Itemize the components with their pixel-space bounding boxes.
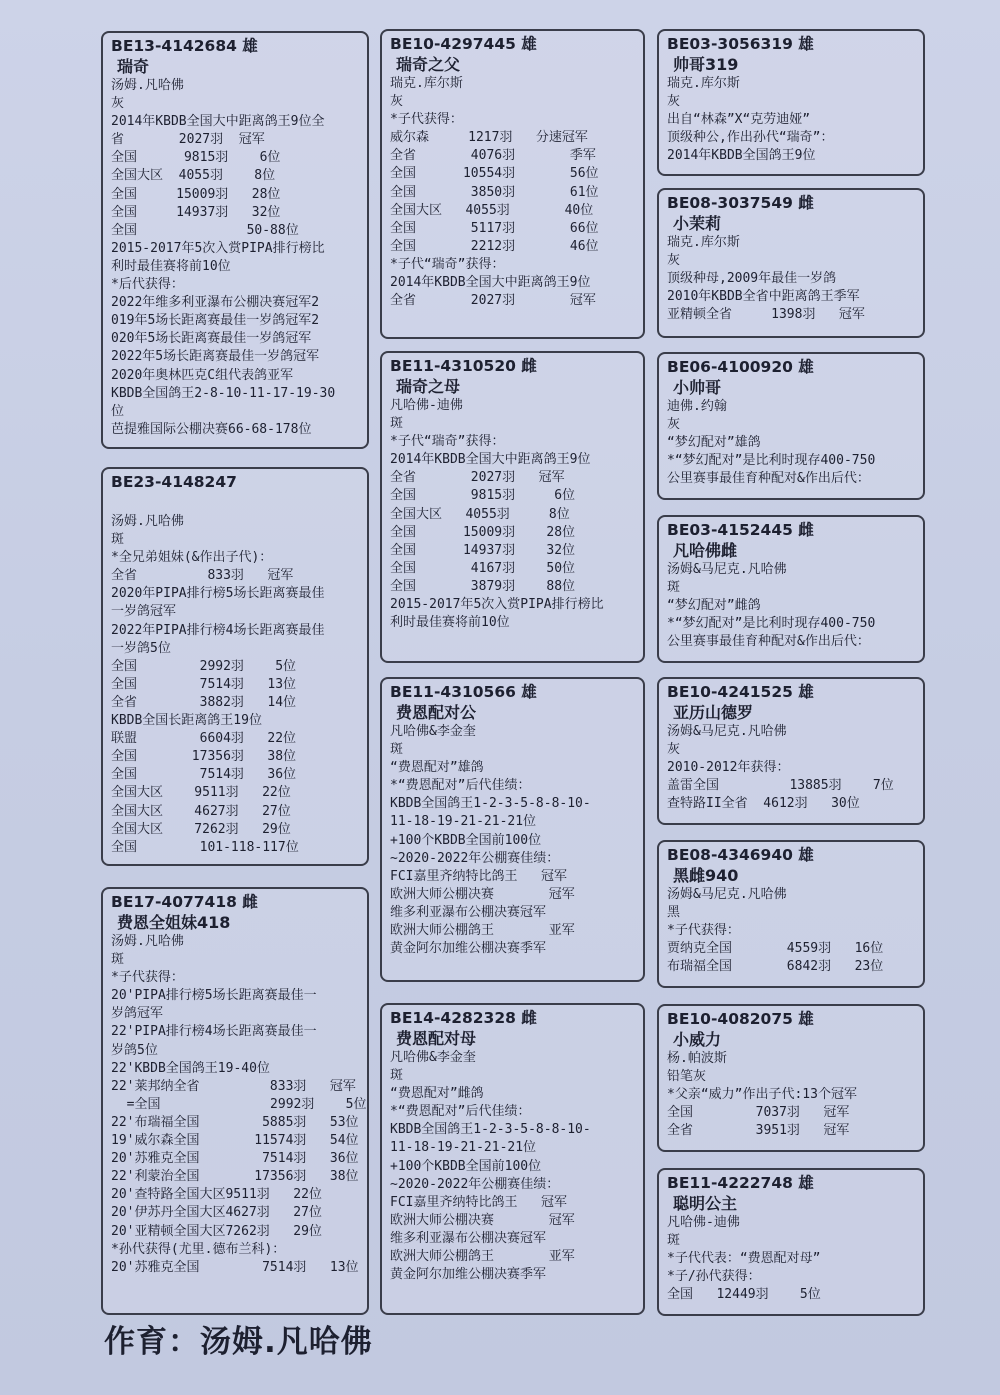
record-line: KBDB全国鸽王1-2-3-5-8-8-10- [390,796,591,812]
record-line: 斑 [390,742,404,758]
record-line: 2022年维多利亚瀑布公棚决赛冠军2 [111,295,320,311]
pedigree-card [380,1003,645,1315]
record-line: 查特路II全省 4612羽 30位 [667,796,860,812]
record-list [667,75,917,165]
record-line: 20'PIPA排行榜5场长距离赛最佳一 [111,988,317,1004]
pigeon-name: 小茉莉 [673,214,722,233]
record-line: 全国 5117羽 66位 [390,220,599,236]
record-line: 全国 2212羽 46位 [390,238,599,254]
record-line: 22'布瑞福全国 5885羽 53位 [111,1114,359,1130]
pedigree-card [657,29,925,176]
record-line: 2014年KBDB全国鸽王9位 [667,148,816,164]
record-line: *子代代表：“费恩配对母” [667,1251,821,1267]
record-list [111,77,361,439]
record-line: 亚精顿全省 1398羽 冠军 [667,307,865,323]
pigeon-name: 瑞奇 [117,57,150,76]
record-line: 全国大区 4055羽 40位 [390,202,594,218]
record-list [667,1214,917,1304]
record-line: 全国 9815羽 6位 [390,488,576,504]
ring-number: BE08-3037549 雌 [667,194,814,212]
record-line: 威尔森 1217羽 分速冠军 [390,130,588,146]
record-line: ~2020-2022年公棚赛佳绩： [390,1176,560,1192]
record-line: 全国大区 4627羽 27位 [111,803,291,819]
record-line: +100个KBDB全国前100位 [390,832,542,848]
record-line: =全国 2992羽 5位 [111,1096,367,1112]
pigeon-name: 聪明公主 [673,1194,738,1213]
record-list [111,513,361,857]
record-line: *子代“瑞奇”获得： [390,256,505,272]
record-line: 22'KBDB全国鸽王19-40位 [111,1060,270,1076]
pigeon-name: 黑雌940 [673,866,739,885]
record-line: 全国 3850羽 61位 [390,184,599,200]
record-line: KBDB全国长距离鸽王19位 [111,713,262,729]
record-list [667,561,917,651]
record-line: 2014年KBDB全国大中距离鸽王9位 [390,275,591,291]
ring-number: BE17-4077418 雌 [111,893,258,911]
pedigree-card [657,677,925,825]
record-line: 2015-2017年5次入赏PIPA排行榜比 [111,240,325,256]
record-line: 2022年5场长距离赛最佳一岁鸽冠军 [111,349,320,365]
record-line: 2015-2017年5次入赏PIPA排行榜比 [390,597,604,613]
pigeon-name: 帅哥319 [673,55,739,74]
pedigree-card [380,351,645,663]
record-line: 一岁鸽5位 [111,640,171,656]
record-line: 全国 2992羽 5位 [111,658,297,674]
record-line: 全国 7037羽 冠军 [667,1105,850,1121]
record-line: 凡哈佛-迪佛 [390,398,463,413]
record-line: 汤姆&马尼克.凡哈佛 [667,562,787,577]
record-line: 22'莱邦纳全省 833羽 冠军 [111,1078,356,1094]
record-line: 瑞克.库尔斯 [390,76,463,91]
ring-number: BE08-4346940 雄 [667,846,814,864]
record-line: *“梦幻配对”是比利时现存400-750 [667,616,876,632]
record-line: 2010年KBDB全省中距离鸽王季军 [667,289,860,305]
record-line: *全兄弟姐妹(&作出子代)： [111,550,273,566]
pigeon-name: 小威力 [673,1030,722,1049]
record-line: 全国 14937羽 32位 [390,542,576,558]
record-line: 22'利蒙治全国 17356羽 38位 [111,1169,359,1185]
record-line: 一岁鸽冠军 [111,604,177,620]
record-line: 019年5场长距离赛最佳一岁鸽冠军2 [111,313,320,329]
ring-number: BE11-4310566 雄 [390,683,537,701]
pedigree-card [657,1168,925,1316]
ring-number: BE11-4310520 雌 [390,357,537,375]
record-line: ~2020-2022年公棚赛佳绩： [390,850,560,866]
record-line: 全国 15009羽 28位 [390,524,576,540]
record-line: 全国大区 9511羽 22位 [111,785,291,801]
record-line: 全省 3882羽 14位 [111,694,297,710]
record-line: 欧洲大师公棚决赛 冠军 [390,886,575,902]
record-list [667,1050,917,1140]
record-line: 黄金阿尔加维公棚决赛季军 [390,1267,547,1283]
record-line: 斑 [667,1233,681,1249]
pigeon-name: 费恩全姐妹418 [117,913,231,932]
record-list [667,234,917,324]
record-list [390,75,637,310]
record-line: KBDB全国鸽王1-2-3-5-8-8-10- [390,1122,591,1138]
record-line: 2020年奥林匹克C组代表鸽亚军 [111,367,294,383]
pedigree-card [657,188,925,338]
ring-number: BE06-4100920 雄 [667,358,814,376]
record-line: “梦幻配对”雌鸽 [667,598,761,614]
ring-number: BE23-4148247 [111,473,237,491]
record-line: 全国大区 4055羽 8位 [390,506,570,522]
record-line: 省 2027羽 冠军 [111,132,265,148]
ring-number: BE10-4082075 雄 [667,1010,814,1028]
record-line: 22'PIPA排行榜4场长距离赛最佳一 [111,1024,317,1040]
record-line: 迪佛.约翰 [667,399,727,414]
record-line: FCI嘉里齐纳特比鸽王 冠军 [390,1194,567,1210]
breeder-credit: 作育：汤姆.凡哈佛 [104,1324,373,1360]
record-line: 2014年KBDB全国大中距离鸽王9位全 [111,114,325,130]
record-list [667,723,917,813]
record-line: 全省 2027羽 冠军 [390,293,596,309]
record-line: 欧洲大师公棚鸽王 亚军 [390,923,575,939]
record-line: 贾纳克全国 4559羽 16位 [667,941,884,957]
record-line: 2010-2012年获得： [667,760,790,776]
pedigree-card [657,352,925,500]
pedigree-card [657,515,925,663]
pedigree-card [101,887,369,1315]
record-line: 顶级种母,2009年最佳一岁鸽 [667,271,837,287]
record-line: 汤姆.凡哈佛 [111,514,184,529]
record-line: KBDB全国鸽王2-8-10-11-17-19-30 [111,385,336,401]
record-line: 黑 [667,905,681,921]
ring-number: BE11-4222748 雄 [667,1174,814,1192]
record-line: 20'苏雅克全国 7514羽 36位 [111,1151,359,1167]
ring-number: BE13-4142684 雄 [111,37,258,55]
record-line: 利时最佳赛将前10位 [390,615,510,631]
record-line: 20'查特路全国大区9511羽 22位 [111,1187,322,1203]
record-line: 公里赛事最佳育种配对&作出后代： [667,634,870,650]
record-line: 全省 833羽 冠军 [111,568,294,584]
record-line: 欧洲大师公棚决赛 冠军 [390,1212,575,1228]
record-line: 2014年KBDB全国大中距离鸽王9位 [390,452,591,468]
record-line: 汤姆&马尼克.凡哈佛 [667,724,787,739]
record-line: 灰 [390,94,404,110]
ring-number: BE14-4282328 雌 [390,1009,537,1027]
record-line: 20'亚精顿全国大区7262羽 29位 [111,1223,322,1239]
record-line: 灰 [667,253,681,269]
record-line: 汤姆&马尼克.凡哈佛 [667,887,787,902]
record-line: *子代获得： [390,112,463,128]
record-line: 联盟 6604羽 22位 [111,731,297,747]
record-line: 19'威尔森全国 11574羽 54位 [111,1133,359,1149]
record-line: 斑 [667,580,681,596]
record-line: 布瑞福全国 6842羽 23位 [667,959,884,975]
record-line: 斑 [111,952,125,968]
record-list [667,398,917,488]
pedigree-card [380,677,645,982]
record-list [667,886,917,976]
record-line: *后代获得： [111,277,184,293]
record-line: 2020年PIPA排行榜5场长距离赛最佳 [111,586,325,602]
record-line: 位 [111,403,125,419]
record-line: 全国 14937羽 32位 [111,204,281,220]
record-line: 2022年PIPA排行榜4场长距离赛最佳 [111,622,325,638]
record-line: 瑞克.库尔斯 [667,235,740,250]
record-line: 灰 [667,94,681,110]
record-line: *父亲“威力”作出子代:13个冠军 [667,1087,857,1103]
record-line: 凡哈佛&李金奎 [390,724,476,739]
record-line: *子/孙代获得： [667,1269,761,1285]
record-line: 全国 4167羽 50位 [390,560,576,576]
record-line: 11-18-19-21-21-21位 [390,1140,537,1156]
record-line: 瑞克.库尔斯 [667,76,740,91]
record-line: 全省 4076羽 季军 [390,148,596,164]
pedigree-card [657,1004,925,1152]
record-line: 20'伊苏丹全国大区4627羽 27位 [111,1205,322,1221]
record-line: 全国 50-88位 [111,222,299,238]
record-line: 斑 [111,532,125,548]
record-line: 全国 101-118-117位 [111,839,299,855]
record-line: 灰 [111,96,125,112]
record-line: 凡哈佛-迪佛 [667,1215,740,1230]
record-line: 全国 10554羽 56位 [390,166,599,182]
pigeon-name: 凡哈佛雌 [673,541,738,560]
ring-number: BE10-4241525 雄 [667,683,814,701]
pigeon-name: 费恩配对公 [396,703,477,722]
record-line: “费恩配对”雌鸽 [390,1086,484,1102]
record-list [390,397,637,632]
pigeon-name [111,492,361,513]
record-line: 全国大区 7262羽 29位 [111,821,291,837]
record-line: 岁鸽5位 [111,1042,158,1058]
record-line: 全省 2027羽 冠军 [390,470,565,486]
record-line: *子代“瑞奇”获得： [390,434,505,450]
ring-number: BE03-3056319 雄 [667,35,814,53]
pedigree-card [101,467,369,866]
record-line: *子代获得： [111,970,184,986]
record-line: 全国 7514羽 36位 [111,767,297,783]
record-line: “费恩配对”雄鸽 [390,760,484,776]
record-line: 维多利亚瀑布公棚决赛冠军 [390,904,547,920]
record-list [111,933,367,1277]
record-line: 利时最佳赛将前10位 [111,258,231,274]
pedigree-card [657,840,925,988]
record-line: *孙代获得(尤里.德布兰科)： [111,1241,286,1257]
record-line: FCI嘉里齐纳特比鸽王 冠军 [390,868,567,884]
record-line: 杨.帕波斯 [667,1051,727,1066]
record-line: 全国 3879羽 88位 [390,578,576,594]
record-line: 汤姆.凡哈佛 [111,934,184,949]
record-line: 全国 15009羽 28位 [111,186,281,202]
record-line: 盖雷全国 13885羽 7位 [667,778,894,794]
record-line: 出自“林森”X“克劳迪娅” [667,112,811,128]
pedigree-card [380,29,645,339]
record-list [390,723,637,958]
record-line: +100个KBDB全国前100位 [390,1158,542,1174]
record-line: 全国大区 4055羽 8位 [111,168,276,184]
pigeon-name: 瑞奇之母 [396,377,461,396]
pigeon-name: 费恩配对母 [396,1029,477,1048]
pigeon-name: 亚历山德罗 [673,703,754,722]
record-list [390,1049,637,1284]
record-line: 凡哈佛&李金奎 [390,1050,476,1065]
record-line: 岁鸽冠军 [111,1006,164,1022]
record-line: “梦幻配对”雄鸽 [667,435,761,451]
pedigree-card [101,31,369,449]
ring-number: BE10-4297445 雄 [390,35,537,53]
record-line: 11-18-19-21-21-21位 [390,814,537,830]
record-line: *“费恩配对”后代佳绩： [390,1104,531,1120]
record-line: 铅笔灰 [667,1069,707,1085]
record-line: *“费恩配对”后代佳绩： [390,778,531,794]
ring-number: BE03-4152445 雌 [667,521,814,539]
record-line: 灰 [667,417,681,433]
record-line: 全国 7514羽 13位 [111,676,297,692]
record-line: 斑 [390,416,404,432]
record-line: 20'苏雅克全国 7514羽 13位 [111,1259,359,1275]
pigeon-name: 瑞奇之父 [396,55,461,74]
record-line: 芭提雅国际公棚决赛66-68-178位 [111,421,312,437]
record-line: 维多利亚瀑布公棚决赛冠军 [390,1230,547,1246]
pigeon-name: 小帅哥 [673,378,722,397]
record-line: 灰 [667,742,681,758]
record-line: *子代获得： [667,923,740,939]
record-line: 斑 [390,1068,404,1084]
record-line: 全国 17356羽 38位 [111,749,297,765]
record-line: 全国 12449羽 5位 [667,1287,821,1303]
record-line: 黄金阿尔加维公棚决赛季军 [390,941,547,957]
record-line: *“梦幻配对”是比利时现存400-750 [667,453,876,469]
record-line: 顶级种公,作出孙代“瑞奇”： [667,130,834,146]
record-line: 公里赛事最佳育种配对&作出后代： [667,471,870,487]
record-line: 全国 9815羽 6位 [111,150,281,166]
record-line: 汤姆.凡哈佛 [111,78,184,93]
record-line: 全省 3951羽 冠军 [667,1123,850,1139]
record-line: 020年5场长距离赛最佳一岁鸽冠军 [111,331,312,347]
record-line: 欧洲大师公棚鸽王 亚军 [390,1249,575,1265]
